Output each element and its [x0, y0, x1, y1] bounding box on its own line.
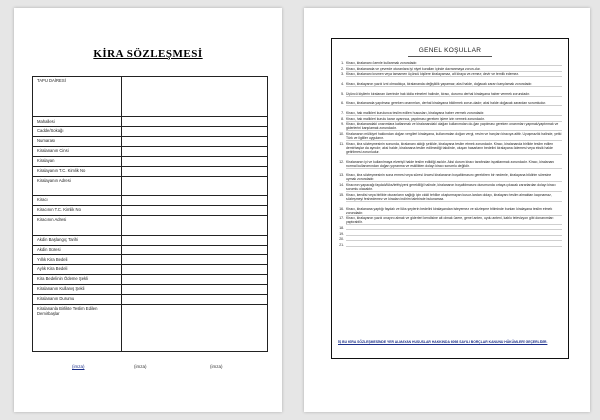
form-row-value[interactable] [122, 255, 267, 264]
form-row-value[interactable] [122, 127, 267, 136]
form-row [33, 146, 267, 156]
form-row-value[interactable] [122, 295, 267, 304]
form-row [33, 136, 267, 146]
form-row-label: Kiracının Adresi [37, 217, 67, 223]
clause-text: Kiracı, kiralayanın yazılı izni olmadıkça, kiralananda değişiklik yapamaz; aksi halde, doğacak zararı karşılamak zorundadır. [346, 82, 562, 87]
clause-number: 19. [339, 231, 344, 236]
clause-item [337, 216, 562, 225]
form-row-value[interactable] [122, 305, 267, 353]
clause-text: Kiracı, kiralananı özenle kullanmak zorundadır. [346, 61, 562, 66]
clause-item [337, 82, 562, 87]
clause-number: 11. [339, 141, 344, 146]
form-row [33, 77, 267, 116]
signature-middle: (imza) [134, 364, 147, 369]
form-row-value[interactable] [122, 206, 267, 215]
clause-text: Kiracı, kira sözleşmesinin sona ermesi veya süresi öncesi kiralananın boşaltılmasını gerektiren bir nedenle, kiralayana bildirim süresine uymak zorundadır. [346, 173, 562, 182]
form-row-value[interactable] [122, 137, 267, 146]
form-row-label: Aylık Kira Bedeli [37, 266, 68, 272]
clause-text: Kiracı, kiralanana yaptığı faydalı ve lüks şeylerin bedelini kiralayandan isteyemez ve sözleşme bitiminde bunları kiralayana teslim etmek zorundadır. [346, 207, 562, 216]
page-title: KİRA SÖZLEŞMESİ [93, 48, 203, 60]
form-row-value[interactable] [122, 265, 267, 274]
form-row-label: Yıllık Kira Bedeli [37, 256, 68, 262]
clause-item [337, 111, 562, 116]
clause-number: 14. [339, 183, 344, 188]
clause-number: 3. [341, 72, 344, 77]
form-row-value[interactable] [122, 246, 267, 255]
form-row-value[interactable] [122, 157, 267, 166]
clause-number: 17. [339, 216, 344, 221]
form-row [33, 294, 267, 304]
clause-item [337, 232, 562, 236]
clause-text: Kiracı, hak malikleri kurulunca teslim edilen hususları, kiralayana haber vermek zorundadır. [346, 111, 562, 116]
form-row-label: Kiralayanın Adresi [37, 177, 71, 183]
clause-number: 2. [341, 66, 344, 71]
lease-form-table [32, 76, 268, 352]
clause-number: 1. [341, 61, 344, 65]
clause-item [337, 132, 562, 141]
title-underline [408, 56, 492, 57]
clause-number: 21. [339, 242, 344, 247]
signature-left: (imza) [72, 364, 85, 369]
clause-item [337, 61, 562, 66]
clause-item [337, 193, 562, 202]
form-row [33, 205, 267, 215]
form-row-label: Kiralayanın T.C. Kimlik No [37, 167, 86, 173]
clause-number: 9. [341, 122, 344, 127]
clause-number: 8. [341, 116, 344, 121]
form-row [33, 254, 267, 264]
clause-number: 5. [341, 91, 344, 96]
clause-text: Kiracı, kiralananda ve çevrede oturanlara iyi niyet kuralları içinde davranmaya zorun-dur. [346, 67, 562, 72]
form-row [33, 284, 267, 294]
clause-number: 10. [339, 132, 344, 137]
form-row-label: Kira Bedelinin Ödeme Şekli [37, 276, 88, 282]
clause-number: 16. [339, 206, 344, 211]
clause-text [346, 232, 562, 236]
clause-number: 20. [339, 237, 344, 242]
form-row-value[interactable] [122, 147, 267, 156]
form-row [33, 215, 267, 235]
clause-item [337, 92, 562, 97]
form-row-value[interactable] [122, 275, 267, 284]
form-row [33, 126, 267, 136]
clause-item [337, 72, 562, 77]
form-row [33, 166, 267, 176]
clause-item [337, 173, 562, 182]
clause-number: 18. [339, 225, 344, 230]
form-row-value[interactable] [122, 216, 267, 235]
form-row-label: Kiracı [37, 197, 48, 203]
clause-item [337, 207, 562, 216]
clause-item [337, 142, 562, 155]
clause-number: 15. [339, 192, 344, 197]
clause-text: Kiracı, kiralananı kısmen veya tamamen üçüncü kişilere kiralayamaz, alt kiraya ve-remez; devir ve temlik edemez. [346, 72, 562, 77]
clauses-list [337, 61, 562, 346]
clause-item [337, 101, 562, 106]
clause-text [346, 243, 562, 247]
form-row-label: Kiralananın Kullanış Şekli [37, 286, 85, 292]
clause-text: Kiracı, kiralananda yapılması gereken onarımları, derhal kiralayana bildirmek zorun-dadır; aksi halde doğacak zarardan sorumludur. [346, 101, 562, 106]
clause-text: Kiracı, kira sözleşmesinin sonunda, kiralananı aldığı şekilde, kiralayana teslim etmek zorundadır. Kiracı, kiralananda birlikte teslim edilen demirbaşlar da aynıdır; aksi halde, kiralanana teslim edilmediği takdirde, oluşan hasarların bedelini kiralayana ödemesi veya eksik halde getirilmesi zorunludur. [346, 142, 562, 155]
clause-text: Kiralananın mülkiyet hakkından doğan vergileri kiralayana, kullanımdan doğan vergi, resim ve harçları kiracıya aittir. Uyuşmazlık halinde, yetki Türk ve ilgililer uygulanır. [346, 132, 562, 141]
clause-item [337, 117, 562, 122]
clause-text [346, 226, 562, 230]
form-row [33, 195, 267, 205]
clause-item [337, 237, 562, 241]
form-row-label: Mahallesi [37, 118, 55, 124]
form-row-label: Kiralananın Durumu [37, 296, 75, 302]
clause-number: 6. [341, 101, 344, 106]
clause-text: Kiracı, kiralayanın yazılı onayını almak ve giderleri kendisine ait olmak üzere, genel anten, uydu anteni, kablo televizyon gibi donanımları yaptırabilir. [346, 216, 562, 225]
form-row [33, 245, 267, 255]
form-row-value[interactable] [122, 167, 267, 176]
form-row-label: TAPU DAİRESİ [37, 78, 66, 84]
clause-text: Üçüncü kişilerin kiralanan üzerinde hak iddia etmeleri halinde, kiracı, durumu derhal kiralayana haber vermek zorundadır. [346, 92, 562, 97]
clause-text [346, 237, 562, 241]
form-row-value[interactable] [122, 177, 267, 196]
clause-item [337, 67, 562, 72]
form-row [33, 176, 267, 196]
clause-number: 12. [339, 159, 344, 164]
form-row-label: Akdin Süresi [37, 246, 61, 252]
form-row-value[interactable] [122, 285, 267, 294]
general-terms-title: GENEL KOŞULLAR [418, 47, 482, 54]
clause-item [337, 160, 562, 169]
clause-text: Kiracının yapacağı faydalı/lüks/tefriş/yeni gerekliliği halinde, kiralananın boşaltılmasını durumunda ortaya çıkacak zararlardan dolayı kiracı sorumlu olacaktır. [346, 183, 562, 192]
clause-item [337, 122, 562, 131]
general-terms-box [331, 38, 569, 359]
form-row-label: Akdin Başlangıç Tarihi [37, 236, 79, 242]
form-row-value[interactable] [122, 117, 267, 126]
clause-text: Kiracı, kiralanandaki onarımlara katlanmak ve kiralanandaki olağan kullanımdan do-ğan yapılması gereken onarımları yapmak/yaptırmak ve giderlerini karşılamak zorundadır. [346, 122, 562, 131]
document-page-1 [14, 8, 282, 412]
form-row [33, 304, 267, 353]
clause-number: 7. [341, 111, 344, 116]
borclar-kanunu-note: İŞ BU KİRA SÖZLEŞMESİNDE YER ALMAYAN HUSUSLAR HAKKINDA 6098 SAYILI BORÇLAR KANUNU HÜKÜMLERİ GEÇERLİDİR. [338, 340, 548, 344]
signature-right: (imza) [210, 364, 223, 369]
document-page-2 [304, 8, 590, 412]
form-row [33, 235, 267, 245]
form-row-label: Kiralananla Birlikte Teslim Edilen Demirbaşlar [37, 305, 98, 317]
form-row [33, 264, 267, 274]
clause-number: 4. [341, 82, 344, 86]
clause-text: Kiralananın iyi ve kullanılmaya elverişli halde teslim edildiği asıldır. Aksi durum kiracı tarafından ispatlanmak zorundadır. Kiracı, kiralananı normal kullanımından doğan yıpranma ve eskilikten dolayı kiracı sorumlu değildir. [346, 160, 562, 169]
form-row-label: Cadde/Sokağı [37, 128, 64, 134]
form-row-value[interactable] [122, 77, 267, 116]
clause-item [337, 183, 562, 192]
form-row-label: Numarası [37, 138, 56, 144]
form-row [33, 274, 267, 284]
form-row-value[interactable] [122, 236, 267, 245]
clause-number: 13. [339, 173, 344, 178]
form-row-value[interactable] [122, 196, 267, 205]
clause-item [337, 226, 562, 230]
form-row [33, 156, 267, 166]
form-row-label: Kiralananın Cinsi [37, 148, 69, 154]
form-row [33, 116, 267, 126]
form-row-label: Kiracının T.C. Kimlik No [37, 207, 81, 213]
form-row-label: Kiralayan [37, 158, 55, 164]
clause-item [337, 243, 562, 247]
clause-text: Kiracı, hak malikleri kurulu karar uyarınca, yapılması gereken işlere izin vermek zorundadır. [346, 117, 562, 122]
clause-text: Kiracı, kendisi veya birlikte oturanların sağlığı için ciddi tehlike oluşturmayan kusur-lardan dolayı, kiralayanı teslim almaktan kaçınamaz, sözleşmeyi feshedemez ve kiradan indirim talebinde bulunamaz. [346, 193, 562, 202]
